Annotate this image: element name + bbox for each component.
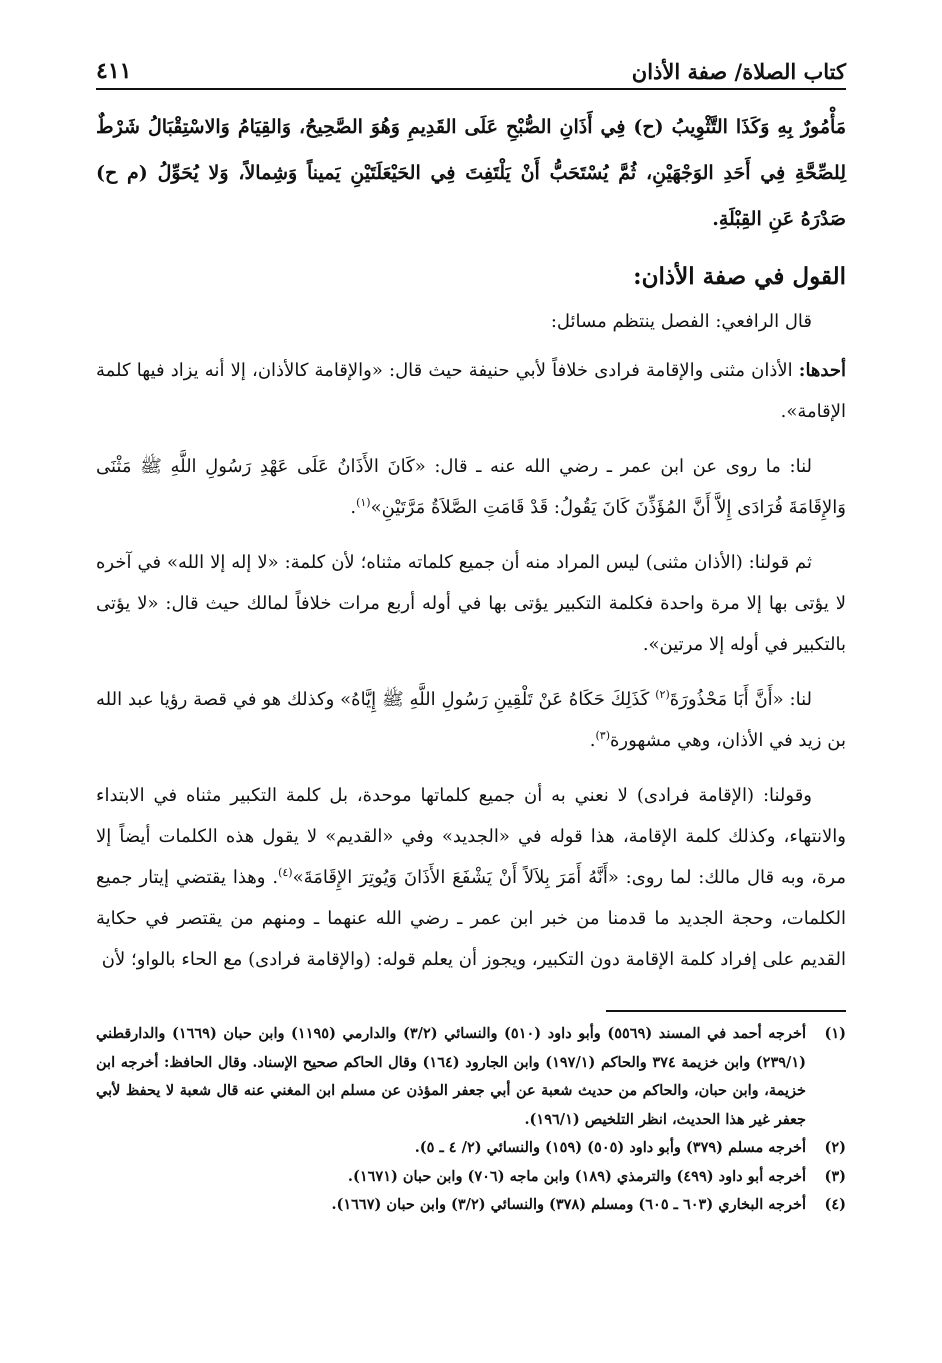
paragraph-text: كَذَلِكَ حَكَاهُ عَنْ تَلْقِينِ رَسُولِ اللَّهِ ﷺ إِيَّاهُ» وكذلك هو في قصة رؤيا عبد الله بن زيد في الأذان، وهي مشهورة bbox=[96, 689, 846, 751]
footnote-text: أخرجه مسلم (٣٧٩) وأبو داود (٥٠٥) (١٥٩) والنسائي (٢/ ٤ ـ ٥). bbox=[414, 1139, 806, 1156]
footnote-text: أخرجه البخاري (٦٠٣ ـ ٦٠٥) ومسلم (٣٧٨) والنسائي (٣/٢) وابن حبان (١٦٦٧). bbox=[331, 1196, 806, 1213]
book-page bbox=[96, 0, 846, 1363]
footnote-number: (٢) bbox=[824, 1139, 846, 1156]
footnote-number: (٤) bbox=[824, 1196, 846, 1213]
paragraph-text: الأذان مثنى والإقامة فرادى خلافاً لأبي حنيفة حيث قال: «والإقامة كالأذان، إلا أنه يزاد فيها كلمة الإقامة». bbox=[96, 360, 846, 422]
footnote-1 bbox=[96, 1020, 846, 1134]
paragraph-text: لنا: «أَنَّ أَبَا مَحْذُورَةَ bbox=[669, 689, 813, 710]
footnote-number: (٣) bbox=[824, 1167, 846, 1185]
paragraph-text: لنا: ما روى عن ابن عمر ـ رضي الله عنه ـ قال: «كَانَ الأَذَانُ عَلَى عَهْدِ رَسُولِ اللَّهِ ﷺ مَثْنَى وَالإِقَامَةَ فُرَادَى إِلاَّ أَنَّ المُؤَذِّنَ كَانَ يَقُولُ: قَدْ قَامَتِ الصَّلاَةُ مَرَّتَيْنِ» bbox=[96, 456, 846, 518]
footnote-number: (١) bbox=[824, 1025, 846, 1042]
footnote-2 bbox=[96, 1134, 846, 1163]
footnote-3 bbox=[96, 1163, 846, 1192]
paragraph-end: . bbox=[589, 730, 596, 751]
paragraph-takbir: ثم قولنا: (الأذان مثنى) ليس المراد منه أن جميع كلماته مثناه؛ لأن كلمة: «لا إله إلا الله» في آخره لا يؤتى بها إلا مرة واحدة فكلمة التكبير يؤتى بها في أوله أربع مرات خلافاً لمالك حيث قال: «لا يؤتى بالتكبير في أوله إلا مرتين». bbox=[96, 552, 846, 655]
paragraph-abu-mahdhura bbox=[96, 679, 846, 761]
footnote-ref-2[interactable]: (٢) bbox=[655, 688, 670, 701]
page-number: ٤١١ bbox=[96, 58, 132, 84]
paragraph-text: . وهذا يقتضي إيتار جميع الكلمات، وحجة الجديد ما قدمنا من خبر ابن عمر ـ رضي الله عنهما ـ ومنهم من يقتصر في حكاية القديم على إفراد كلمة الإقامة دون التكبير، ويجوز أن يعلم قوله: (والإقامة فرادى) مع الحاء بالواو؛ لأن bbox=[96, 867, 846, 970]
matn-paragraph: مَأْمُورٌ بِهِ وَكَذَا التَّثْوِيبُ (ح) فِي أَذَانِ الصُّبْحِ عَلَى القَدِيمِ وَهُوَ الصَّحِيحُ، وَالقِيَامُ وَالاسْتِقْبَالُ شَرْطٌ لِلصِّحَّةِ فِي أَحَدِ الوَجْهَيْنِ، ثُمَّ يُسْتَحَبُّ أَنْ يَلْتَفِتَ فِي الحَيْعَلَتَيْنِ يَميناً وَشِمالاً، وَلا يُحَوِّلُ (م ح) صَدْرَهُ عَنِ القِبْلَةِ. bbox=[96, 116, 846, 230]
footnote-rule bbox=[606, 1010, 846, 1012]
section-heading: القول في صفة الأذان: bbox=[633, 263, 846, 290]
running-header bbox=[96, 44, 846, 84]
footnote-text: أخرجه أبو داود (٤٩٩) والترمذي (١٨٩) وابن ماجه (٧٠٦) وابن حبان (١٦٧١). bbox=[347, 1167, 806, 1185]
paragraph-first-issue bbox=[96, 350, 846, 432]
header-rule bbox=[96, 88, 846, 90]
paragraph-text: وقولنا: (الإقامة فرادى) لا نعني به أن جميع كلماتها موحدة، بل كلمة التكبير مثناه في الابتداء والانتهاء، وكذلك كلمة الإقامة، هذا قوله في «الجديد» وفي «القديم» لا يقول هذه الكلمات أيضاً إلا مرة، وبه قال مالك: لما روى: «أَنَّهُ أَمَرَ بِلاَلاً أَنْ يَشْفَعَ الأَذَانَ وَيُوتِرَ الإِقَامَةَ» bbox=[96, 785, 846, 888]
footnote-ref-3[interactable]: (٣) bbox=[595, 729, 610, 742]
footnote-4 bbox=[96, 1191, 846, 1220]
paragraph-iqama bbox=[96, 775, 846, 980]
chapter-title: كتاب الصلاة/ صفة الأذان bbox=[631, 59, 846, 84]
intro-paragraph: قال الرافعي: الفصل ينتظم مسائل: bbox=[550, 311, 812, 332]
paragraph-end: . bbox=[350, 497, 357, 518]
main-text bbox=[96, 104, 846, 980]
footnote-ref-1[interactable]: (١) bbox=[356, 496, 371, 509]
paragraph-lead: أحدها: bbox=[798, 360, 846, 381]
footnotes bbox=[96, 1020, 846, 1220]
paragraph-evidence bbox=[96, 446, 846, 528]
footnote-text: أخرجه أحمد في المسند (٥٥٦٩) وأبو داود (٥١٠) والنسائي (٣/٢) والدارمي (١١٩٥) وابن حبان (١٦٦٩) والدارقطني (٢٣٩/١) وابن خزيمة ٣٧٤ والحاكم (١٩٧/١) وابن الجارود (١٦٤) وقال الحاكم صحيح الإسناد. وقال الحافظ: أخرجه ابن خزيمة، وابن حبان، والحاكم من حديث شعبة عن أبي جعفر المؤذن عن مسلم ابن المغني عنه قال شعبة لا يحفظ لأبي جعفر غير هذا الحديث، انظر التلخيص (١٩٦/١). bbox=[96, 1025, 806, 1128]
footnote-ref-4[interactable]: (٤) bbox=[278, 866, 293, 879]
